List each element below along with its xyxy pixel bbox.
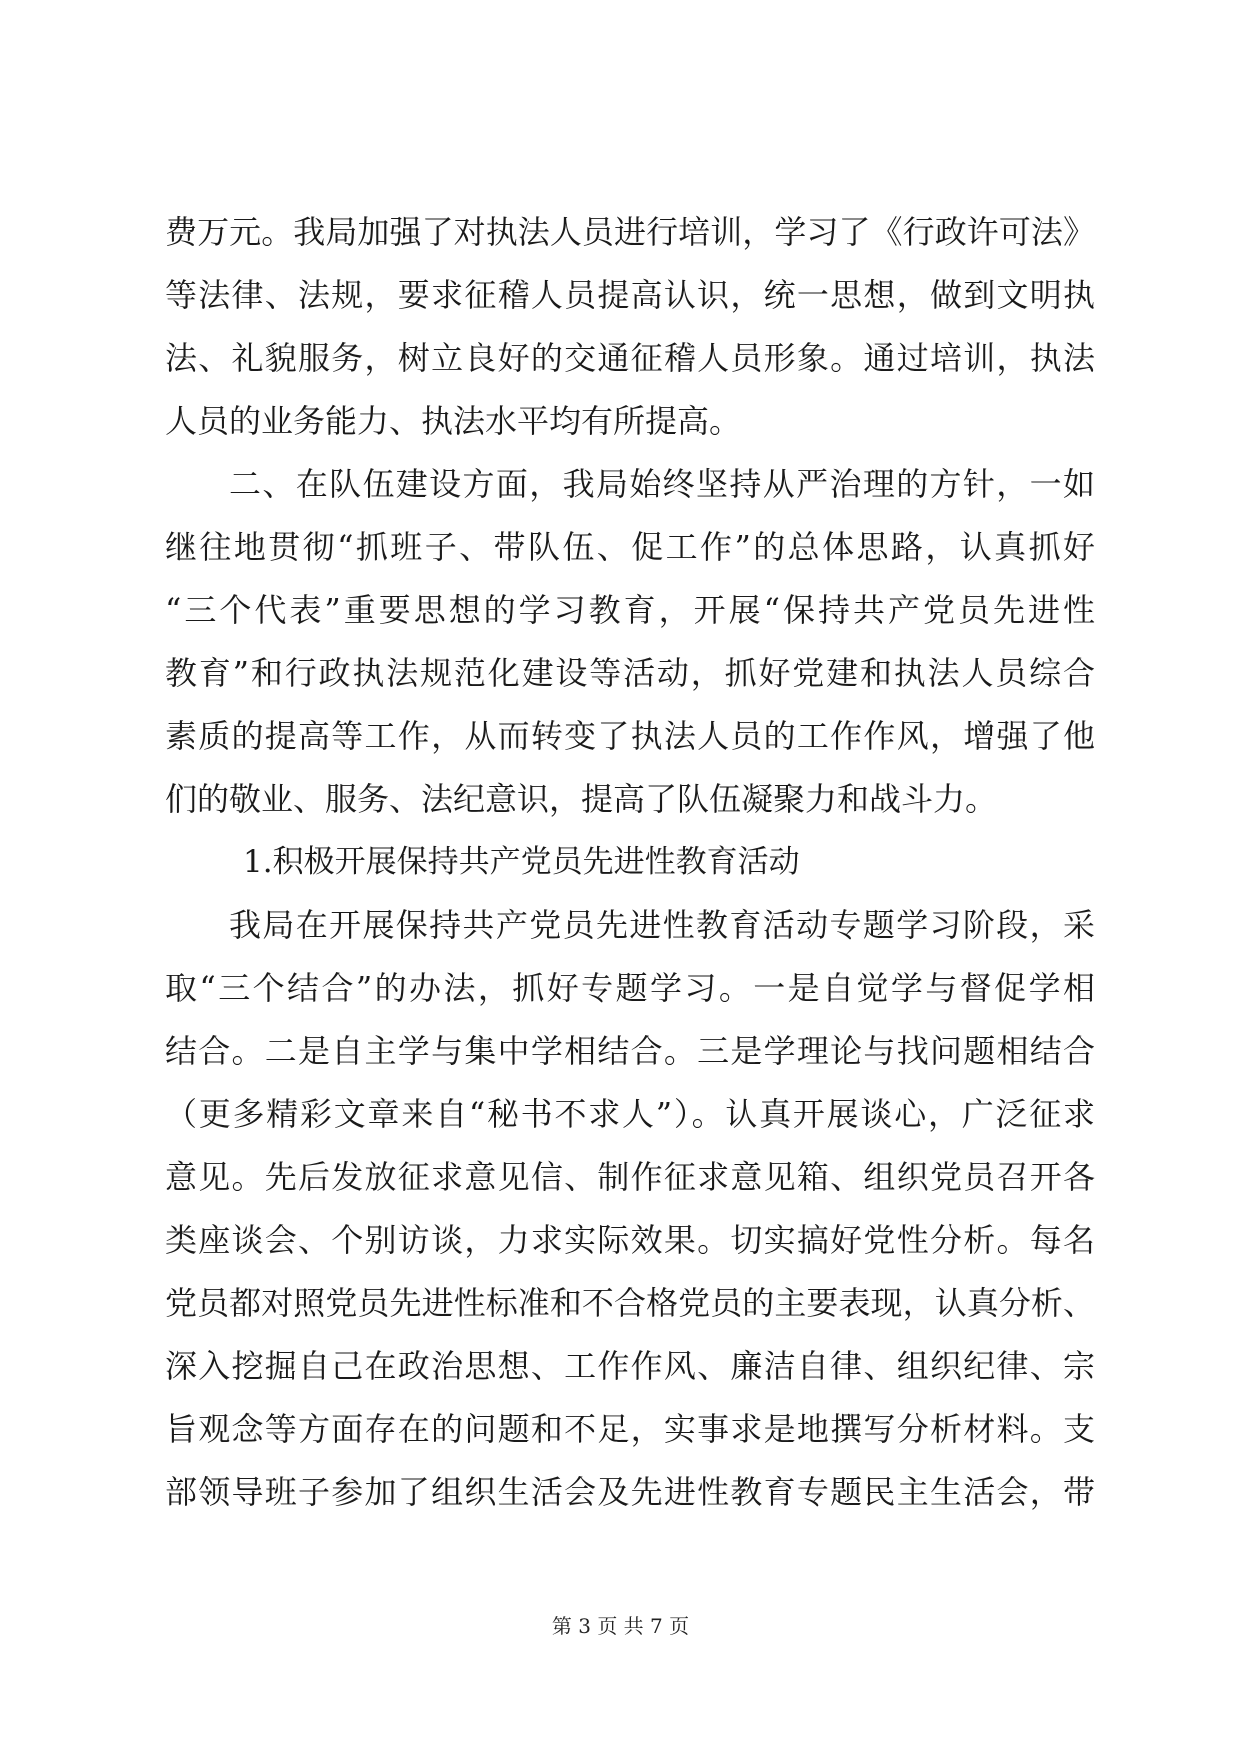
document-body [165, 201, 1095, 1524]
text-line: 们的敬业、服务、法纪意识，提高了队伍凝聚力和战斗力。 [165, 780, 998, 818]
paragraph-education-activity [165, 894, 1095, 1524]
section-heading: 1.积极开展保持共产党员先进性教育活动 [243, 844, 800, 880]
text-line: 二、在队伍建设方面，我局始终坚持从严治理的方针，一如 [229, 465, 1095, 503]
text-line: 类座谈会、个别访谈，力求实际效果。切实搞好党性分析。每名 [165, 1221, 1095, 1259]
text-line: 结合。二是自主学与集中学相结合。三是学理论与找问题相结合 [165, 1032, 1095, 1070]
text-line: 教育”和行政执法规范化建设等活动，抓好党建和执法人员综合 [165, 654, 1095, 692]
text-line: 费万元。我局加强了对执法人员进行培训，学习了《行政许可法》 [165, 213, 1095, 251]
text-line: （更多精彩文章来自“秘书不求人”）。认真开展谈心，广泛征求 [165, 1095, 1095, 1133]
text-line: 旨观念等方面存在的问题和不足，实事求是地撰写分析材料。支 [165, 1410, 1095, 1448]
text-line: 部领导班子参加了组织生活会及先进性教育专题民主生活会，带 [165, 1473, 1095, 1511]
text-line: 意见。先后发放征求意见信、制作征求意见箱、组织党员召开各 [165, 1158, 1095, 1196]
text-line: 深入挖掘自己在政治思想、工作作风、廉洁自律、组织纪律、宗 [165, 1347, 1095, 1385]
text-line: 等法律、法规，要求征稽人员提高认识，统一思想，做到文明执 [165, 276, 1095, 314]
page-number-footer: 第 3 页 共 7 页 [551, 1614, 690, 1638]
paragraph-team-building [165, 453, 1095, 831]
text-line: “三个代表”重要思想的学习教育，开展“保持共产党员先进性 [165, 591, 1095, 629]
text-line: 取“三个结合”的办法，抓好专题学习。一是自觉学与督促学相 [165, 969, 1095, 1007]
text-line: 党员都对照党员先进性标准和不合格党员的主要表现，认真分析、 [165, 1284, 1095, 1322]
paragraph-fee-training [165, 201, 1095, 453]
text-line: 法、礼貌服务，树立良好的交通征稽人员形象。通过培训，执法 [165, 339, 1095, 377]
text-line: 继往地贯彻“抓班子、带队伍、促工作”的总体思路，认真抓好 [165, 528, 1095, 566]
text-line: 人员的业务能力、执法水平均有所提高。 [165, 402, 742, 440]
text-line: 我局在开展保持共产党员先进性教育活动专题学习阶段，采 [229, 906, 1095, 944]
text-line: 素质的提高等工作，从而转变了执法人员的工作作风，增强了他 [165, 717, 1095, 755]
